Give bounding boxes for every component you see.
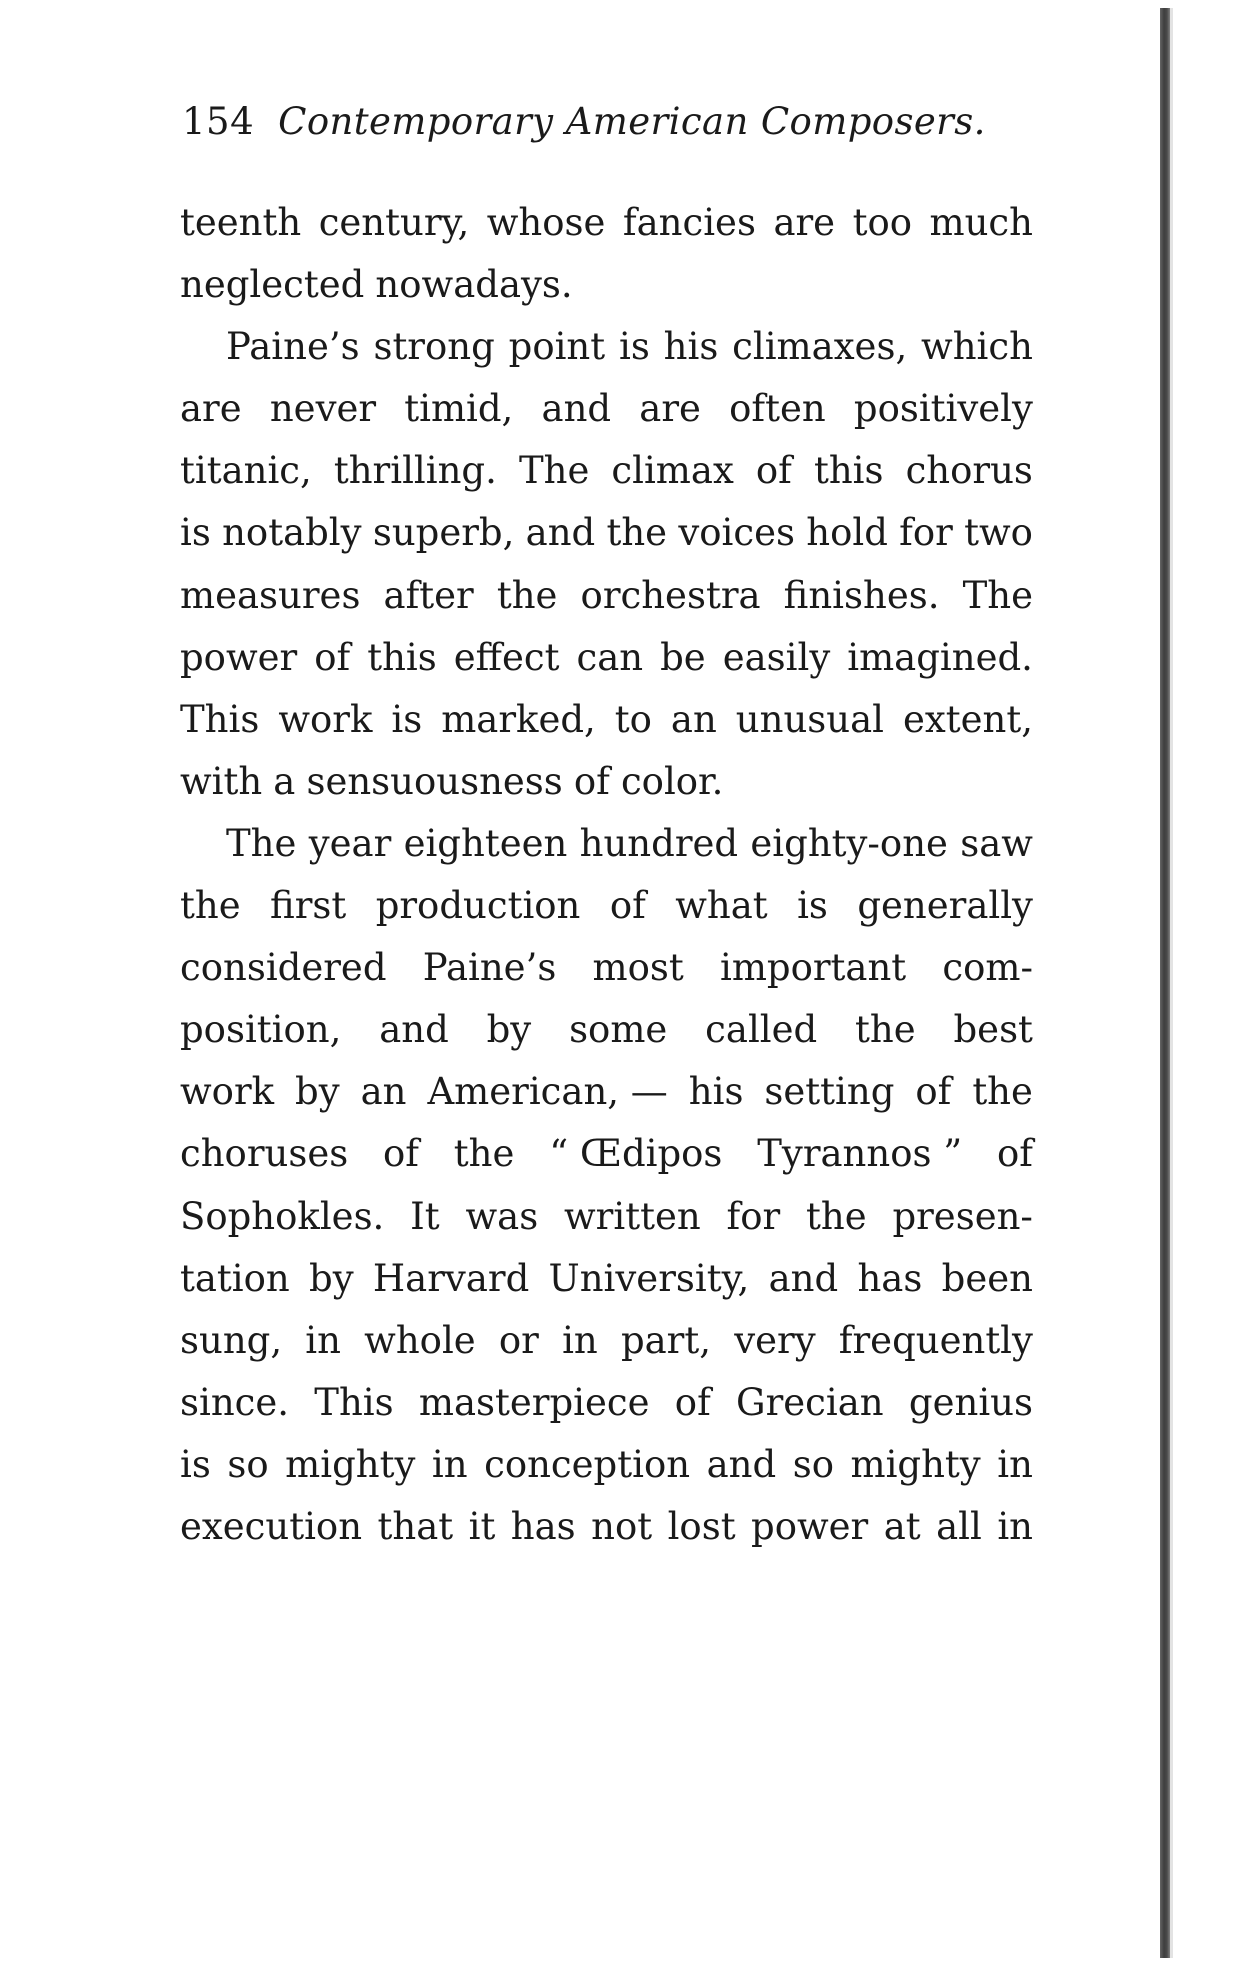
word: with (180, 759, 263, 803)
word: This (180, 697, 260, 741)
word: easily (722, 635, 831, 679)
word: tation (180, 1256, 290, 1300)
word: and (379, 1008, 449, 1052)
word: often (729, 387, 826, 431)
word: Grecian (736, 1380, 884, 1424)
word: it (468, 1504, 496, 1548)
word: American, — (427, 1070, 668, 1114)
word: frequently (838, 1318, 1033, 1362)
word: hold (806, 511, 888, 555)
word: orchestra (580, 573, 761, 617)
text-line (180, 378, 1033, 440)
word: the (496, 573, 558, 617)
word: and (525, 511, 596, 555)
word: mighty (285, 1442, 416, 1486)
word: The (962, 573, 1033, 617)
text-line (180, 1434, 1033, 1496)
word: climax (611, 449, 734, 493)
word: is (180, 1442, 211, 1486)
word: whose (486, 201, 606, 244)
text-line (180, 813, 1033, 875)
text-line (180, 1496, 1033, 1558)
word: chorus (905, 449, 1033, 493)
word: of (573, 759, 610, 803)
word: the (972, 1070, 1033, 1114)
word: The (226, 821, 297, 865)
word: this (813, 449, 884, 493)
word: too (852, 201, 912, 244)
word: first (270, 884, 347, 928)
word: is (797, 884, 828, 928)
word: unusual (735, 697, 884, 741)
word: saw (960, 821, 1033, 865)
binding-edge (1160, 8, 1170, 1958)
word: Paine’s (422, 946, 557, 990)
word: the (180, 884, 241, 928)
word: which (921, 325, 1033, 369)
word: in (562, 1318, 598, 1362)
word: and (768, 1256, 839, 1300)
word: color. (620, 759, 724, 803)
body-text (180, 192, 1033, 1558)
running-head (182, 100, 1042, 160)
text-line (180, 1310, 1033, 1372)
word: most (592, 946, 684, 990)
word: very (734, 1318, 816, 1362)
word: eighty-one (750, 821, 948, 865)
word: are (180, 387, 242, 431)
word: Harvard (372, 1256, 530, 1300)
word: is (618, 325, 650, 369)
text-line (180, 751, 1033, 813)
word: has (510, 1504, 576, 1548)
word: by (309, 1256, 354, 1300)
word: in (997, 1442, 1033, 1486)
word: voices (678, 511, 795, 555)
word: and (541, 387, 612, 431)
word: or (498, 1318, 539, 1362)
text-line (180, 627, 1033, 689)
binding-edge-shadow (1170, 8, 1173, 1958)
word: It (410, 1194, 440, 1238)
word: not (591, 1504, 653, 1548)
word: so (227, 1442, 269, 1486)
word: com- (942, 946, 1033, 990)
word: of (755, 449, 792, 493)
paragraph (180, 316, 1033, 813)
text-line (180, 254, 1033, 316)
word: best (953, 1008, 1033, 1052)
word: Sophokles. (180, 1194, 385, 1238)
word: Paine’s (226, 325, 360, 369)
word: written (564, 1194, 701, 1238)
word: titanic, (180, 449, 312, 493)
word: power (751, 1504, 869, 1548)
word: for (899, 511, 953, 555)
word: an (360, 1070, 407, 1114)
word: to (614, 697, 652, 741)
text-line (180, 192, 1033, 254)
word: never (269, 387, 377, 431)
word: effect (453, 635, 560, 679)
word: eighteen (403, 821, 568, 865)
word: much (929, 201, 1033, 244)
word: masterpiece (418, 1380, 650, 1424)
word: are (639, 387, 701, 431)
word: was (465, 1194, 539, 1238)
word: in (305, 1318, 341, 1362)
word: work (278, 697, 373, 741)
text-line (180, 1186, 1033, 1248)
page-number: 154 (182, 100, 255, 143)
word: positively (853, 387, 1033, 431)
word: nowadays. (375, 263, 573, 307)
word: in (997, 1504, 1033, 1548)
text-line (180, 1248, 1033, 1310)
word: generally (857, 884, 1033, 928)
word: extent, (902, 697, 1033, 741)
word: of (915, 1070, 952, 1114)
word: production (375, 884, 581, 928)
word: sensuousness (306, 759, 563, 803)
word: thrilling. (333, 449, 497, 493)
text-line (180, 1061, 1033, 1123)
word: timid, (404, 387, 514, 431)
word: called (705, 1008, 818, 1052)
word: choruses (180, 1132, 349, 1176)
paragraph (180, 192, 1033, 316)
word: in (431, 1442, 468, 1486)
word: notably (222, 511, 362, 555)
word: can (576, 635, 644, 679)
word: an (670, 697, 717, 741)
word: work (180, 1070, 275, 1114)
text-line (180, 999, 1033, 1061)
word: the (453, 1132, 515, 1176)
word: marked, (441, 697, 596, 741)
word: his (663, 325, 719, 369)
word: a (273, 759, 296, 803)
word: two (964, 511, 1033, 555)
word: the (806, 1194, 867, 1238)
word: University, (548, 1256, 750, 1300)
word: genius (908, 1380, 1033, 1424)
word: finishes. (783, 573, 940, 617)
word: power (180, 635, 298, 679)
text-line (180, 316, 1033, 378)
word: point (508, 325, 606, 369)
word: part, (620, 1318, 711, 1362)
word: some (569, 1008, 668, 1052)
text-line (180, 1372, 1033, 1434)
word: of (674, 1380, 711, 1424)
word: hundred (579, 821, 739, 865)
word: his (688, 1070, 744, 1114)
text-line (180, 875, 1033, 937)
word: been (941, 1256, 1033, 1300)
word: imagined. (847, 635, 1033, 679)
word: for (726, 1194, 781, 1238)
word: of (314, 635, 351, 679)
word: are (773, 201, 836, 244)
word: at (883, 1504, 921, 1548)
text-line (180, 1123, 1033, 1185)
word: considered (180, 946, 387, 990)
word: century, (318, 201, 470, 244)
word: climaxes, (732, 325, 908, 369)
word: fancies (622, 201, 756, 244)
running-title: Contemporary American Composers. (278, 100, 986, 143)
word: what (675, 884, 768, 928)
word: strong (373, 325, 495, 369)
word: of (609, 884, 646, 928)
word: be (660, 635, 706, 679)
word: year (308, 821, 392, 865)
word: This (314, 1380, 394, 1424)
word: sung, (180, 1318, 283, 1362)
word: the (855, 1008, 916, 1052)
word: mighty (850, 1442, 981, 1486)
word: of (996, 1132, 1033, 1176)
word: since. (180, 1380, 290, 1424)
word: all (936, 1504, 982, 1548)
paragraph (180, 813, 1033, 1558)
word: important (719, 946, 907, 990)
word: superb, (372, 511, 515, 555)
word: by (295, 1070, 340, 1114)
word: has (857, 1256, 923, 1300)
word: the (606, 511, 668, 555)
word: is (180, 511, 211, 555)
word: The (518, 449, 590, 493)
word: so (792, 1442, 834, 1486)
text-line (180, 565, 1033, 627)
word: this (367, 635, 437, 679)
text-line (180, 440, 1033, 502)
word: teenth (180, 201, 302, 244)
word: presen- (892, 1194, 1033, 1238)
word: “ Œdipos (549, 1132, 723, 1176)
word: Tyrannos ” (757, 1132, 963, 1176)
word: after (383, 573, 474, 617)
word: conception (484, 1442, 691, 1486)
text-line (180, 937, 1033, 999)
word: lost (667, 1504, 736, 1548)
word: that (377, 1504, 454, 1548)
word: position, (180, 1008, 342, 1052)
text-line (180, 502, 1033, 564)
word: is (391, 697, 423, 741)
word: whole (364, 1318, 476, 1362)
word: by (486, 1008, 532, 1052)
text-line (180, 689, 1033, 751)
word: measures (180, 573, 361, 617)
word: execution (180, 1504, 363, 1548)
word: and (706, 1442, 777, 1486)
word: of (383, 1132, 419, 1176)
word: neglected (180, 263, 365, 307)
word: setting (764, 1070, 895, 1114)
